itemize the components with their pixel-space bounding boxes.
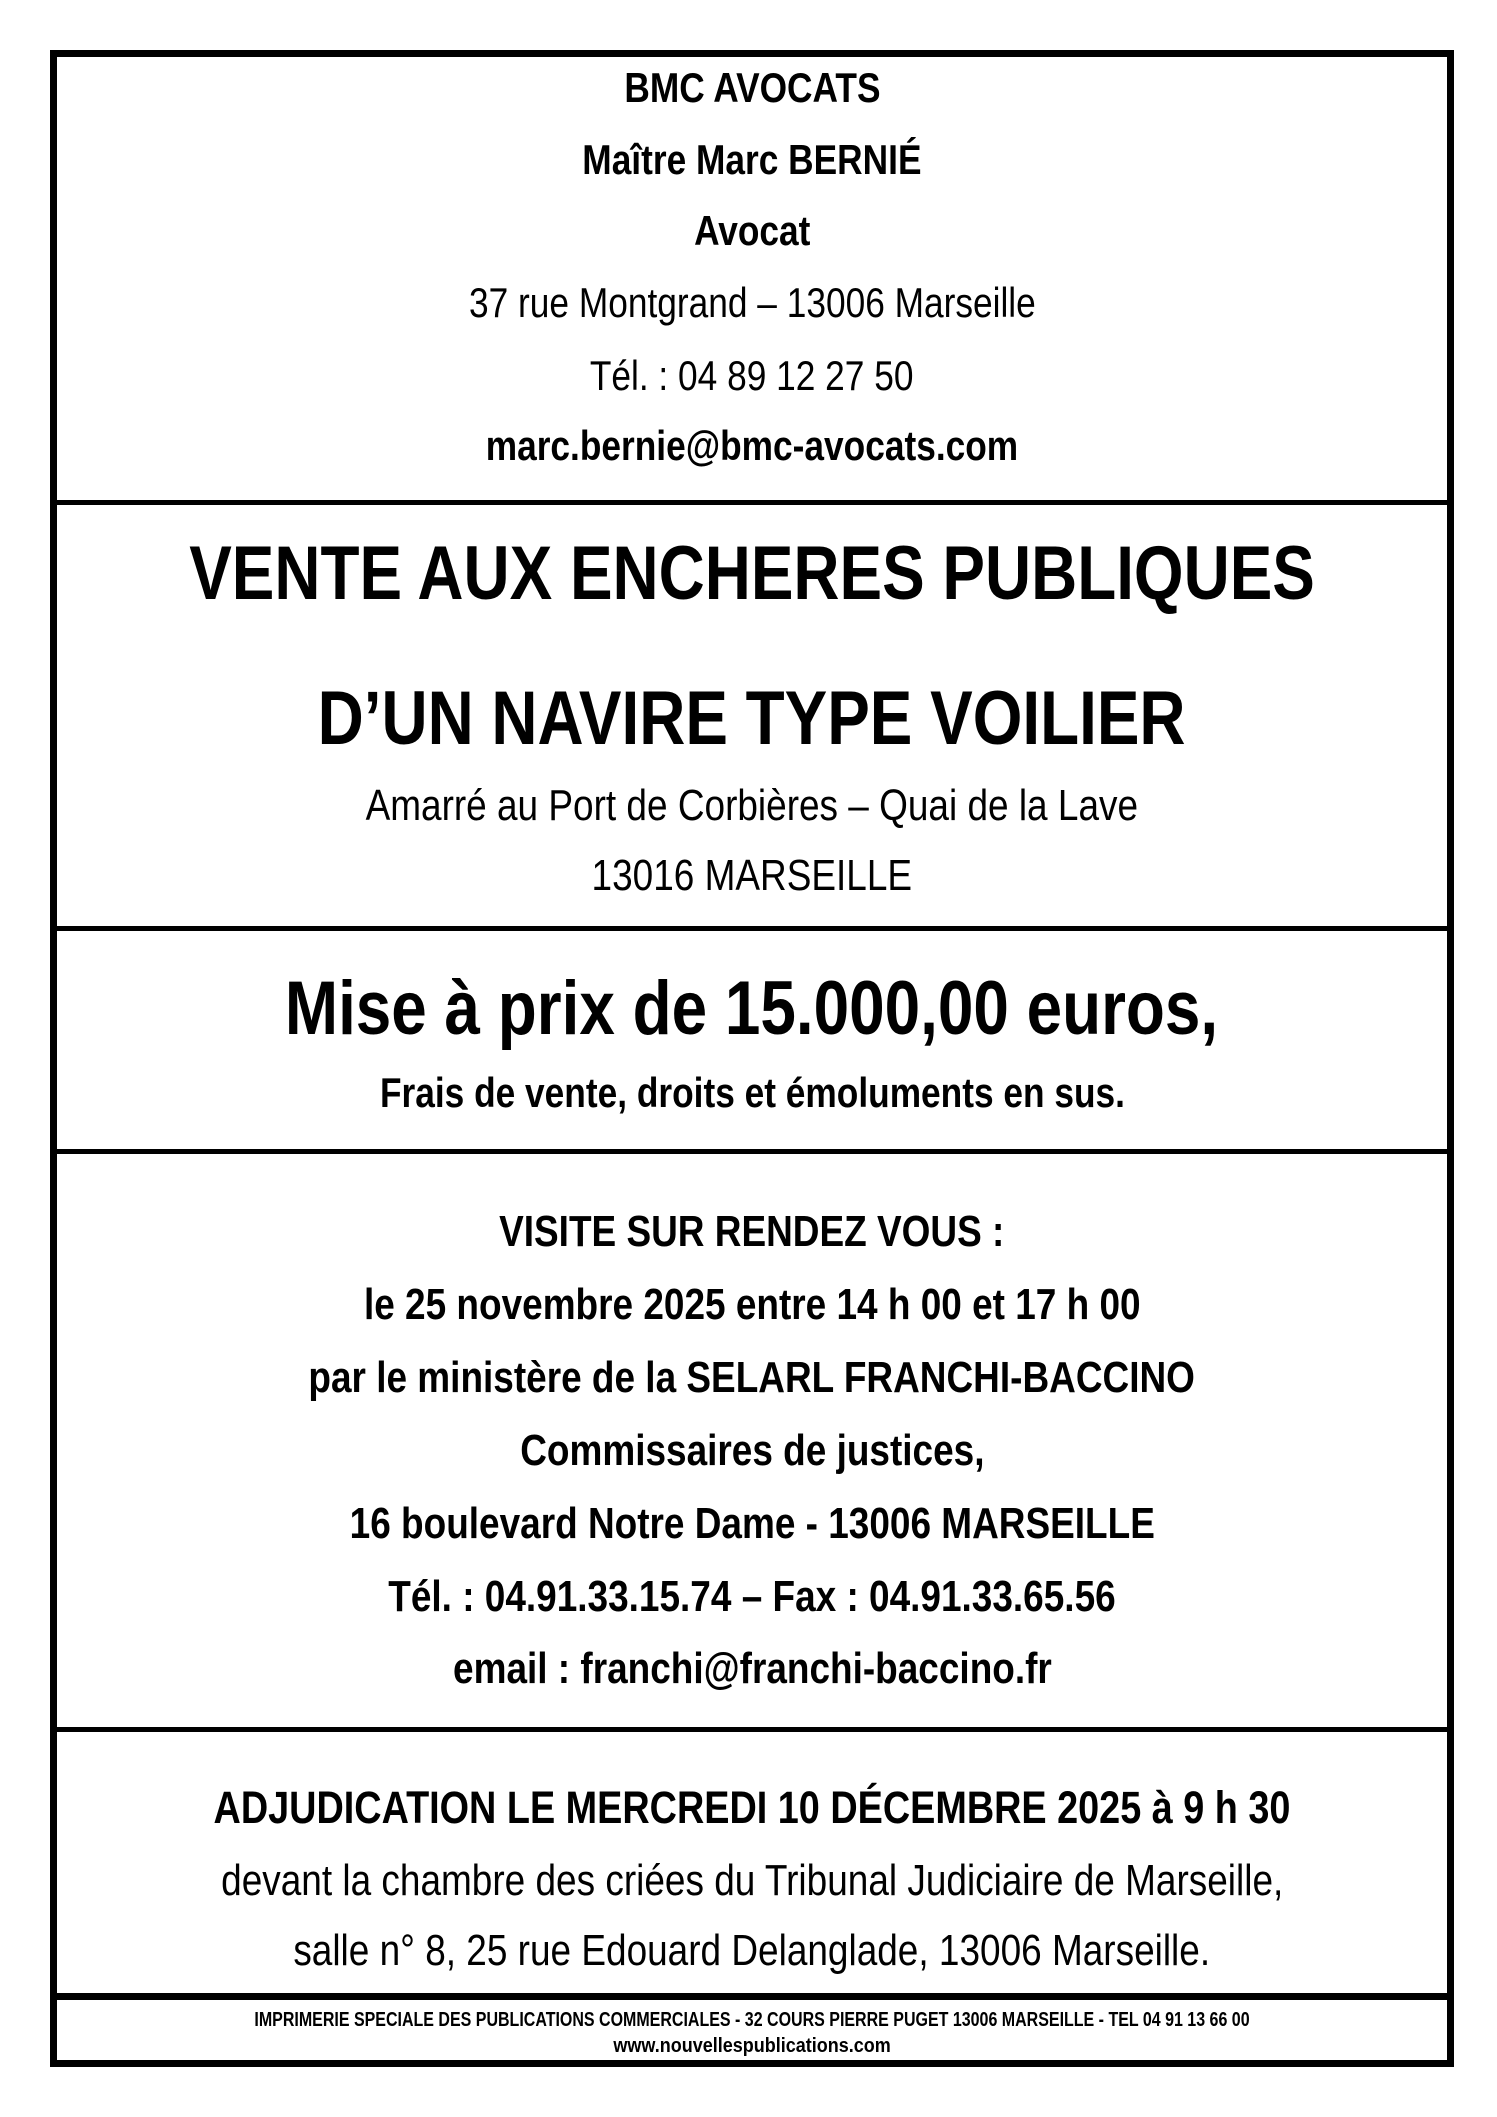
price-note: Frais de vente, droits et émoluments en sus. [379,1069,1125,1116]
printer-website[interactable]: www.nouvellespublications.com [613,2035,891,2057]
adjudication-room: salle n° 8, 25 rue Edouard Delanglade, 13006 Marseille. [293,1926,1211,1975]
visit-heading: VISITE SUR RENDEZ VOUS : [499,1207,1005,1256]
sale-location: Amarré au Port de Corbières – Quai de la Lave [365,781,1139,830]
lawyer-address: 37 rue Montgrand – 13006 Marseille [468,279,1036,326]
visit-agent-role: Commissaires de justices, [519,1426,985,1475]
lawyer-email[interactable]: marc.bernie@bmc-avocats.com [485,422,1019,469]
starting-price: Mise à prix de 15.000,00 euros, [285,966,1219,1051]
printer-info: IMPRIMERIE SPECIALE DES PUBLICATIONS COMMERCIALES - 32 COURS PIERRE PUGET 13006 MARSEILLE - TEL 04 91 13 66 00 [254,2009,1250,2031]
lawyer-title: Avocat [693,207,811,254]
divider [50,926,1454,931]
sale-city: 13016 MARSEILLE [591,851,913,900]
visit-phone-fax: Tél. : 04.91.33.15.74 – Fax : 04.91.33.65.56 [388,1572,1116,1621]
visit-date: le 25 novembre 2025 entre 14 h 00 et 17 h 00 [363,1280,1141,1329]
divider [50,500,1454,505]
divider [50,1727,1454,1732]
sale-subtitle: D’UN NAVIRE TYPE VOILIER [318,676,1186,761]
visit-email[interactable]: email : franchi@franchi-baccino.fr [452,1644,1052,1693]
lawyer-phone: Tél. : 04 89 12 27 50 [590,352,914,399]
lawyer-name: Maître Marc BERNIÉ [582,136,922,183]
visit-agent: par le ministère de la SELARL FRANCHI-BACCINO [308,1353,1196,1402]
firm-name: BMC AVOCATS [623,64,881,111]
adjudication-court: devant la chambre des criées du Tribunal Judiciaire de Marseille, [220,1856,1284,1905]
divider [50,1149,1454,1154]
sale-title: VENTE AUX ENCHERES PUBLIQUES [189,531,1315,616]
divider [50,1993,1454,2000]
adjudication-heading: ADJUDICATION LE MERCREDI 10 DÉCEMBRE 2025 à 9 h 30 [213,1782,1291,1833]
visit-address: 16 boulevard Notre Dame - 13006 MARSEILLE [349,1499,1155,1548]
